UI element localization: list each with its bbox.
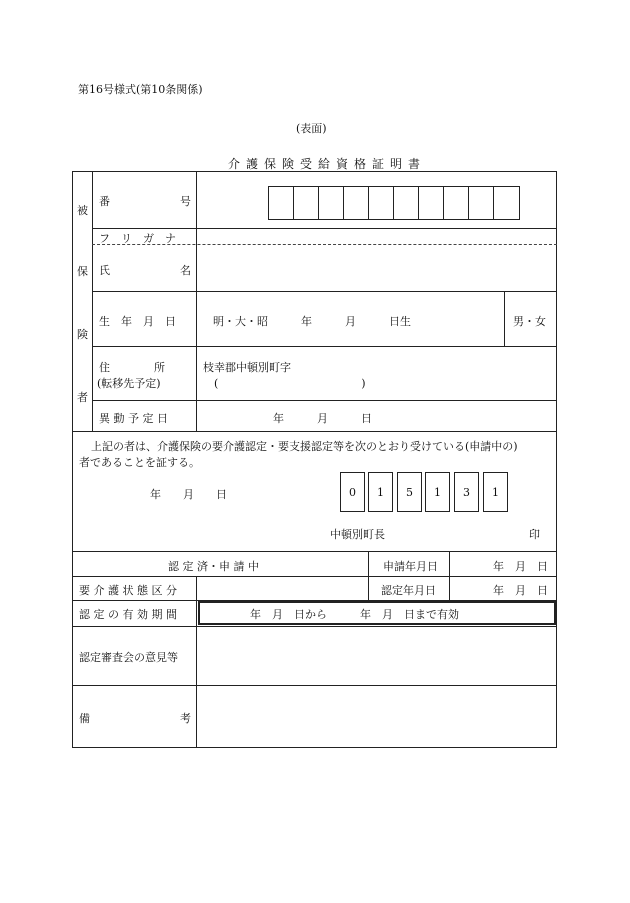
insurer-digit: 1 <box>368 472 393 512</box>
certified-or-applied-label: 認 定 済・申 請 中 <box>168 560 259 573</box>
document-title: 介護保険受給資格証明書 <box>228 157 427 171</box>
insurer-digit: 1 <box>425 472 450 512</box>
sex-value[interactable]: 男・女 <box>513 315 546 328</box>
certification-text-2: 者であることを証する。 <box>79 456 200 469</box>
care-level-label: 要 介 護 状 態 区 分 <box>79 584 177 597</box>
seal-mark: 印 <box>529 528 540 541</box>
validity-value[interactable]: 年 月 日から 年 月 日まで有効 <box>250 608 459 621</box>
side-label-sha: 者 <box>77 391 88 404</box>
certification-date[interactable]: 年 月 日 <box>150 488 227 501</box>
applied-date-value[interactable]: 年 月 日 <box>493 560 548 573</box>
furigana-field[interactable] <box>198 230 554 243</box>
birth-value[interactable]: 明・大・昭 年 月 日生 <box>213 315 411 328</box>
insured-number-boxes[interactable] <box>268 186 520 220</box>
remarks-field[interactable] <box>198 687 554 746</box>
form-reference: 第16号様式(第10条関係) <box>78 83 203 96</box>
name-label-a: 氏 <box>99 264 110 277</box>
insurer-number-boxes <box>340 472 510 512</box>
issuer-name: 中頓別町長 <box>330 528 385 541</box>
remarks-label-a: 備 <box>79 712 90 725</box>
applied-date-label: 申請年月日 <box>383 560 438 573</box>
insurer-digit: 3 <box>454 472 479 512</box>
insurer-digit: 5 <box>397 472 422 512</box>
number-label-a: 番 <box>99 195 110 208</box>
address-line-2[interactable]: ( ) <box>214 377 366 390</box>
committee-opinion-label: 認定審査会の意見等 <box>79 651 178 664</box>
certified-date-value[interactable]: 年 月 日 <box>493 584 548 597</box>
certification-text-1: 上記の者は、介護保険の要介護認定・要支援認定等を次のとおり受けている(申請中の) <box>91 440 518 453</box>
committee-opinion-field[interactable] <box>198 628 554 684</box>
change-date-label: 異 動 予 定 日 <box>99 412 168 425</box>
change-date-value[interactable]: 年 月 日 <box>273 412 372 425</box>
remarks-label-b: 考 <box>180 712 191 725</box>
insurer-digit: 0 <box>340 472 365 512</box>
number-label-b: 号 <box>180 195 191 208</box>
address-label: 住 所 <box>99 361 165 374</box>
insurer-digit: 1 <box>483 472 508 512</box>
address-line-1[interactable]: 枝幸郡中頓別町字 <box>203 361 291 374</box>
side-label-ho: 保 <box>77 265 88 278</box>
validity-label: 認 定 の 有 効 期 間 <box>79 608 177 621</box>
page-side-label: (表面) <box>296 122 327 135</box>
side-label-hi: 被 <box>77 204 88 217</box>
address-forward-label: (転移先予定) <box>97 377 161 390</box>
furigana-label: フ リ ガ ナ <box>99 232 176 245</box>
birth-label: 生 年 月 日 <box>99 315 176 328</box>
name-label-b: 名 <box>180 264 191 277</box>
certified-date-label: 認定年月日 <box>381 584 436 597</box>
care-level-field[interactable] <box>198 578 366 599</box>
side-label-ken: 険 <box>77 328 88 341</box>
name-field[interactable] <box>198 246 554 290</box>
